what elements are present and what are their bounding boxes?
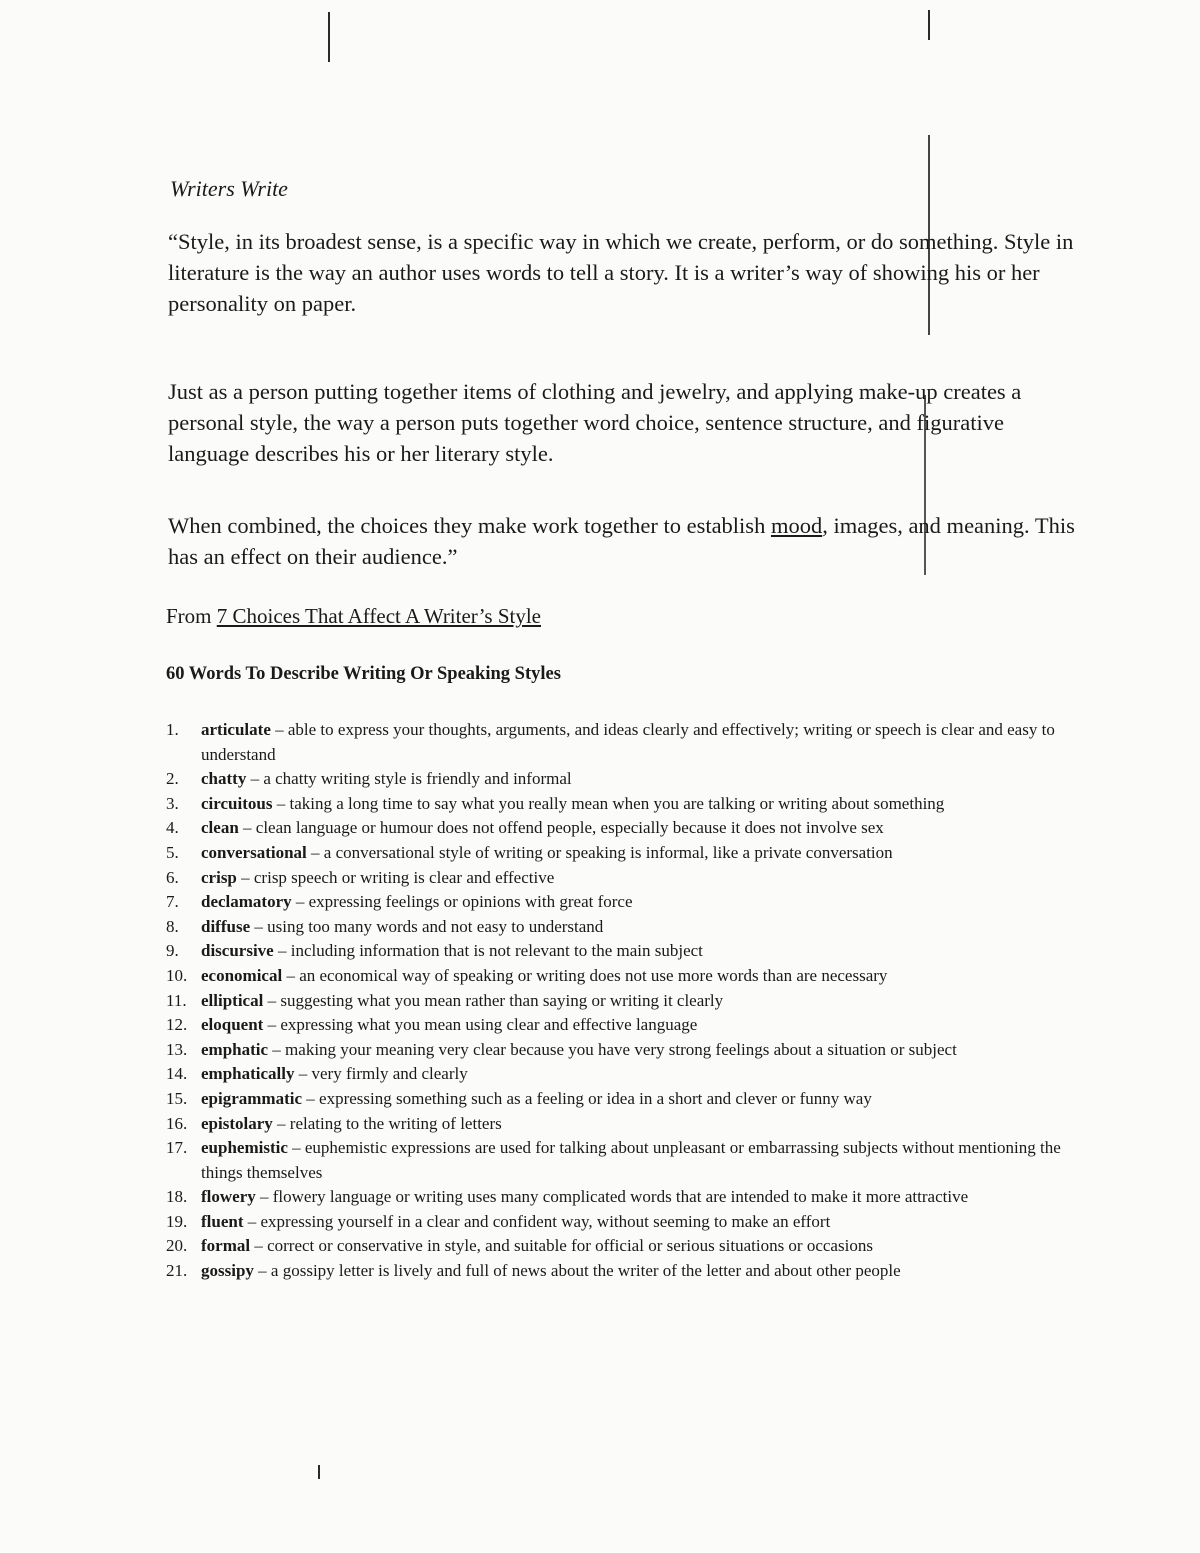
list-item-definition: relating to the writing of letters	[289, 1113, 502, 1133]
list-item-number: 6.	[166, 867, 179, 887]
list-item	[166, 1234, 1086, 1259]
quote-paragraph-1: “Style, in its broadest sense, is a specific way in which we create, perform, or do something. Style in literature is the way an author uses words to tell a story. It is a writer’s way of showing his or her personality on paper.	[168, 229, 1074, 316]
list-item-number: 4.	[166, 818, 179, 838]
quote-paragraph-3-text: When combined, the choices they make work together to establish	[168, 513, 771, 538]
list-item-definition: using too many words and not easy to understand	[267, 916, 604, 936]
list-item-term: circuitous	[201, 793, 273, 813]
list-item	[166, 1259, 1086, 1284]
list-item-definition: very firmly and clearly	[311, 1064, 468, 1084]
list-item-separator: –	[253, 1261, 271, 1281]
list-item-separator: –	[306, 842, 324, 862]
list-item-term: euphemistic	[201, 1138, 288, 1158]
list-item-term: economical	[201, 965, 283, 985]
list-item-term: chatty	[201, 769, 247, 789]
list-item-definition: flowery language or writing uses many complicated words that are intended to make it more attractive	[272, 1187, 969, 1207]
list-item	[166, 1112, 1086, 1137]
list-item-separator: –	[250, 916, 268, 936]
word-list-heading: 60 Words To Describe Writing Or Speaking Styles	[166, 664, 561, 684]
list-item	[166, 890, 1086, 915]
list-item-definition: clean language or humour does not offend people, especially because it does not involve sex	[255, 818, 884, 838]
quote-paragraph-3	[168, 510, 1088, 572]
list-item-definition: an economical way of speaking or writing does not use more words than are necessary	[299, 965, 888, 985]
list-item-separator: –	[246, 769, 264, 789]
list-item-term: declamatory	[201, 892, 292, 912]
list-item-number: 17.	[166, 1138, 188, 1158]
list-item-term: articulate	[201, 720, 271, 739]
list-item-number: 15.	[166, 1088, 188, 1108]
list-item-term: emphatic	[201, 1039, 269, 1059]
list-item-term: fluent	[201, 1211, 244, 1231]
list-item-term: eloquent	[201, 1015, 264, 1035]
quote-paragraph-3-text-end: , images, and meaning. This has an effect on their audience.”	[168, 513, 1075, 569]
scan-artifact-line	[928, 10, 930, 40]
list-item-term: diffuse	[201, 916, 251, 936]
list-item-definition: expressing feelings or opinions with great force	[308, 892, 633, 912]
list-item	[166, 1038, 1086, 1063]
list-item	[166, 1087, 1086, 1112]
list-item-separator: –	[263, 990, 281, 1010]
list-item-separator: –	[287, 1138, 305, 1158]
list-item	[166, 915, 1086, 940]
source-prefix: From	[166, 604, 217, 628]
word-list	[166, 718, 1086, 1284]
list-item-definition: euphemistic expressions are used for talking about unpleasant or embarrassing subjects without mentioning the things themselves	[201, 1138, 1061, 1182]
list-item-number: 20.	[166, 1236, 188, 1256]
list-item	[166, 841, 1086, 866]
list-item-term: flowery	[201, 1187, 256, 1207]
list-item-term: crisp	[201, 867, 237, 887]
list-item-term: epistolary	[201, 1113, 273, 1133]
list-item-separator: –	[238, 818, 256, 838]
list-item-definition: making your meaning very clear because you have very strong feelings about a situation or subject	[285, 1039, 957, 1059]
list-item-definition: expressing what you mean using clear and effective language	[280, 1015, 698, 1035]
list-item-number: 2.	[166, 769, 179, 789]
list-item	[166, 1136, 1086, 1185]
list-item-number: 7.	[166, 892, 179, 912]
list-item-definition: correct or conservative in style, and suitable for official or serious situations or occasions	[267, 1236, 873, 1256]
list-item-number: 19.	[166, 1211, 188, 1231]
list-item	[166, 1185, 1086, 1210]
list-item-number: 10.	[166, 965, 188, 985]
page-title: Writers Write	[170, 176, 288, 201]
list-item-separator: –	[302, 1088, 320, 1108]
list-item	[166, 1062, 1086, 1087]
list-item-definition: crisp speech or writing is clear and effective	[253, 867, 555, 887]
list-item-term: emphatically	[201, 1064, 295, 1084]
list-item	[166, 964, 1086, 989]
list-item-term: clean	[201, 818, 239, 838]
list-item-definition: expressing yourself in a clear and confident way, without seeming to make an effort	[260, 1211, 831, 1231]
list-item-number: 8.	[166, 916, 179, 936]
scan-artifact-line	[328, 12, 330, 62]
list-item-number: 13.	[166, 1039, 188, 1059]
list-item-term: formal	[201, 1236, 251, 1256]
list-item-number: 16.	[166, 1113, 188, 1133]
list-item-number: 9.	[166, 941, 179, 961]
list-item	[166, 792, 1086, 817]
list-item-term: gossipy	[201, 1261, 254, 1281]
list-item-number: 1.	[166, 720, 179, 739]
list-item-separator: –	[272, 793, 290, 813]
list-item-number: 12.	[166, 1015, 188, 1035]
list-item-definition: including information that is not relevant to the main subject	[290, 941, 703, 961]
list-item-definition: a conversational style of writing or speaking is informal, like a private conversation	[323, 842, 893, 862]
list-item-separator: –	[250, 1236, 268, 1256]
list-item	[166, 816, 1086, 841]
list-item-definition: able to express your thoughts, arguments, and ideas clearly and effectively; writing or speech is clear and easy to understand	[201, 720, 1055, 764]
scan-artifact-line	[318, 1465, 320, 1479]
source-citation	[166, 604, 541, 629]
list-item-separator: –	[291, 892, 309, 912]
list-item-definition: taking a long time to say what you really mean when you are talking or writing about something	[289, 793, 945, 813]
list-item-term: epigrammatic	[201, 1088, 303, 1108]
list-item-term: conversational	[201, 842, 307, 862]
list-item-separator: –	[273, 941, 291, 961]
list-item	[166, 1013, 1086, 1038]
source-title: 7 Choices That Affect A Writer’s Style	[216, 604, 541, 628]
mood-term: mood	[770, 513, 823, 538]
list-item-separator: –	[236, 867, 254, 887]
list-item-number: 3.	[166, 793, 179, 813]
list-item-definition: expressing something such as a feeling or idea in a short and clever or funny way	[319, 1088, 872, 1108]
quote-paragraph-2: Just as a person putting together items of clothing and jewelry, and applying make-up creates a personal style, the way a person puts together word choice, sentence structure, and figurative language describes his or her literary style.	[168, 379, 1022, 466]
list-item	[166, 767, 1086, 792]
list-item-separator: –	[255, 1187, 273, 1207]
list-item	[166, 718, 1086, 767]
list-item-number: 18.	[166, 1187, 188, 1207]
list-item-separator: –	[294, 1064, 312, 1084]
list-item-separator: –	[272, 1113, 290, 1133]
list-item-number: 21.	[166, 1261, 188, 1281]
list-item-separator: –	[243, 1211, 261, 1231]
list-item	[166, 1210, 1086, 1235]
list-item-term: discursive	[201, 941, 274, 961]
list-item-separator: –	[270, 720, 288, 739]
list-item-number: 5.	[166, 842, 179, 862]
list-item-separator: –	[282, 965, 300, 985]
list-item-number: 14.	[166, 1064, 188, 1084]
list-item	[166, 989, 1086, 1014]
list-item-separator: –	[263, 1015, 281, 1035]
list-item	[166, 866, 1086, 891]
list-item-separator: –	[268, 1039, 286, 1059]
list-item-definition: a gossipy letter is lively and full of news about the writer of the letter and about other people	[270, 1261, 901, 1281]
list-item-term: elliptical	[201, 990, 264, 1010]
list-item	[166, 939, 1086, 964]
list-item-definition: a chatty writing style is friendly and informal	[263, 769, 572, 789]
list-item-definition: suggesting what you mean rather than saying or writing it clearly	[280, 990, 724, 1010]
list-item-number: 11.	[166, 990, 187, 1010]
